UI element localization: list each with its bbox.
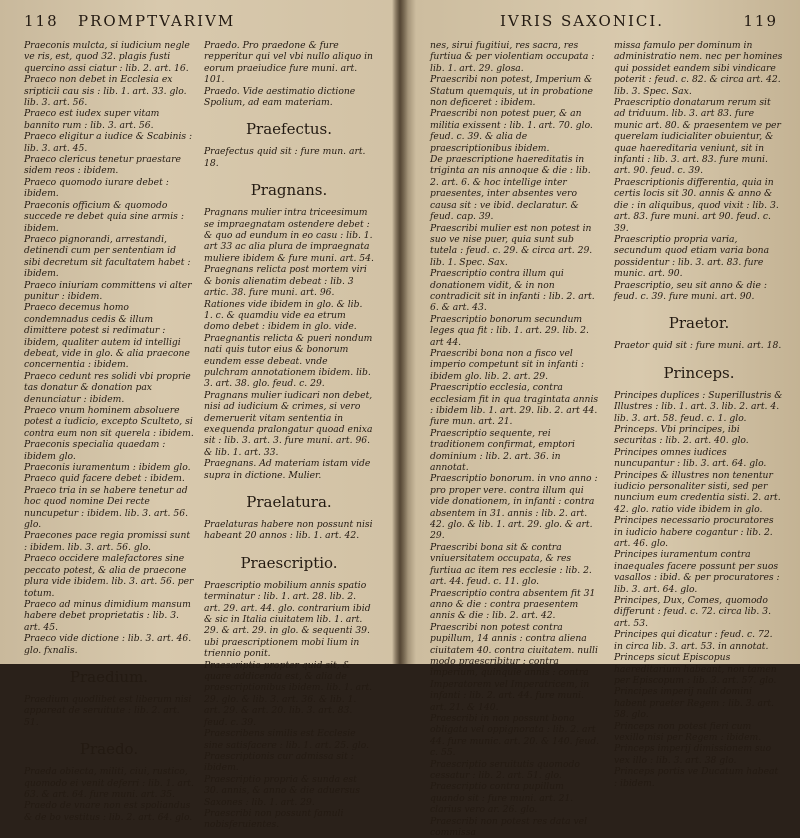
index-entry: Praecones pace regia promissi sunt : ibidem. lib. 3. art. 56. glo.	[24, 530, 191, 553]
index-entry: Praeco non debet in Ecclesia ex sripticii cau sis : lib. 1. art. 33. glo. lib. 3. art. 56.	[24, 74, 187, 109]
index-entry: Praedo. Vide aestimatio dictione Spolium, ad eam materiam.	[204, 85, 356, 109]
index-entry: Praescribi non potest res data vel commissa	[430, 815, 588, 838]
section-heading: Princeps.	[663, 363, 735, 382]
index-entry: Praeda obiecta, militi, ciui, rustico, quomodo ei venit deferri : lib. 1. art. 63. & art. 64. fure muni. art. 35.	[24, 766, 194, 800]
index-entry: Praeco est iudex super vitam bannito rum : lib. 3. art. 56.	[24, 108, 160, 131]
section-heading: Praelatura.	[246, 493, 332, 511]
index-entry: Principes qui dicatur : feud. c. 72. in circa lib. 3. art. 53. in annotat.	[614, 629, 773, 652]
index-entry: Praescriptio propria & sunda est 30. annis, & anno & die aduersus Saxones : lib. 1. art. 29.	[204, 773, 360, 808]
index-entry: Praescriptionis cur admissa sit : ibidem.	[204, 750, 354, 774]
index-entry: Praescriptio contra pupillum quando sit : fure muni. art. 21. clarius vero ar. 26. glo.	[430, 781, 574, 816]
left-page	[0, 0, 398, 831]
index-entry: Praescribi non potest puer, & an militia exissent : lib. 1. art. 70. glo. feud. c. 39. & alia de praescriptionibus ibidem.	[430, 108, 593, 154]
index-entry: Praeconis specialia quaedam : ibidem glo.	[24, 439, 166, 462]
index-entry: Principes omnes iudices nuncupantur : lib. 3. art. 64. glo.	[614, 446, 767, 470]
index-entry: Princeps. Vbi principes, ibi securitas : lib. 2. art. 40. glo.	[614, 423, 749, 447]
index-entry: Praescriptio contra absentem fit 31 anno & die : contra praesentem annis & die : lib. 2. art. 42.	[430, 587, 596, 622]
index-entry: Praedium quodlibet est liberum nisi appareat de seruitute : lib. 2. art. 51.	[24, 693, 192, 728]
section-heading: Praedo.	[79, 740, 139, 759]
index-entry: missa famulo per dominum in administratio nem. nec per homines qui possidet eandem sibi vindicare poterit : feud. c. 82. & circa art. 42. lib. 3. Spec. Sax.	[614, 40, 783, 97]
index-entry: Praeco eligitur a iudice & Scabinis : lib. 3. art. 45.	[24, 131, 193, 154]
right-page	[402, 0, 800, 838]
right-running-head	[402, 12, 800, 34]
index-entry: Praescriptionis differentia, quia in certis locis sit 30. annis & anno & die : in aliquibus, quod vixit : lib. 3. art. 83. fure muni. art 90. feud. c. 39.	[614, 176, 779, 234]
index-entry: Praefectus quid sit : fure mun. art. 18.	[204, 146, 366, 169]
index-entry: Praescriptio mobilium annis spatio terminatur : lib. 1. art. 28. lib. 2. art. 29. art. 44. glo. contrarium ibid & sic in Italia ciuitatem lib. 1. art. 29. & art. 29. in glo. & sequenti 39. ubi praescriptionem mobi lium in triennio ponit.	[204, 579, 371, 660]
index-entry: Praelaturas habere non possunt nisi habeant 20 annos : lib. 1. art. 42.	[204, 519, 373, 542]
index-entry: Pragnans mulier intra triceesimum se impraegnatam ostendere debet : & quo ad eundum in eo casu : lib. 1. art 33 ac alia plura de impraegnata muliere ibidem & fure muni. art. 54.	[204, 207, 374, 264]
index-entry: Princeps portis ve Ducatum habeat : ibidem.	[614, 766, 779, 789]
index-entry: Praeconis officium & quomodo succede re debet quia sine armis : ibidem.	[24, 199, 184, 234]
section-heading: Pragnans.	[250, 181, 328, 200]
index-entry: Praescriptio contra illum qui donationem vidit, & in non contradicit sit in infanti : lib. 2. art. 6. & art. 43.	[430, 268, 595, 314]
index-entry: Praeco ad minus dimidium mansum habere debet proprietatis : lib. 3. art. 45.	[24, 598, 191, 633]
index-entry: Praeco decemus homo condemnadus cedis & illum dimittere potest si redimatur : ibidem, qualiter autem id intelligi debeat, vide in glo. & alia praecone concernentia : ibidem.	[24, 302, 190, 371]
index-entry: Praeco tria in se habere tenetur ad hoc quod nomine Dei recte nuncupetur : ibidem. lib. 3. art. 56. glo.	[24, 484, 188, 531]
section-heading: Praetor.	[668, 314, 730, 333]
index-entry: Praescriptio bonorum. in vno anno : pro proper vere. contra illum qui vide donationem, in infanti : contra absentem in 31. annis : lib. 2. art. 42. glo. & lib. 1. art. 29. glo. & art. 29.	[430, 473, 598, 542]
index-entry: Praeco pignorandi, arrestandi, detinendi cum per sententiam id sibi decretum sit facultatem habet : ibidem.	[24, 233, 191, 280]
index-entry: Praedo. Pro praedone & fure repperitur qui vel vbi nullo aliquo in eorum praeiudice fure muni. art. 101.	[204, 40, 373, 86]
right-column-2	[614, 40, 784, 789]
left-column-2	[204, 40, 374, 831]
index-entry: Principes, Dux, Comes, quomodo differunt : feud. c. 72. circa lib. 3. art. 53.	[614, 595, 771, 629]
index-entry: Praescribi non potest contra pupillum, 14 annis : contra aliena ciuitatem 40. contra ciuitatem. nulli modo praescribitur : contra imperium, quinquie annis : contra Imperatorem vel Imperatricem, in infanti : lib. 2. art. 44. fure muni. art. 21. & 140.	[430, 621, 598, 713]
index-entry: Praegnans relicta post mortem viri & bonis alienatim debeat : lib. 3 artic. 38. fure muni. art. 96. Rationes vide ibidem in glo. & lib. 1. c. & quamdiu vide ea etrum domo debet : ibidem in glo. vide.	[204, 264, 367, 333]
index-entry: Pragnans mulier iudicari non debet, nisi ad iudicium & crimes, si vero demeruerit vitam sententia in exequenda pralongatur quoad enixa sit : lib. 3. art. 3. fure muni. art. 96. & lib. 1. art. 33.	[204, 389, 373, 458]
index-entry: Principes duplices : Superillustris & Illustres : lib. 1. art. 3. lib. 2. art. 4. lib. 3. art. 58. feud. c. 1. glo.	[614, 389, 783, 424]
index-entry: Principes necessario procuratores in iudicio habere cogantur : lib. 2. art. 46. glo.	[614, 515, 774, 550]
section-heading: Praescriptio.	[240, 553, 338, 572]
index-entry: Principes imperij nulli domini habent praeter Regem : lib. 3. art. 58. glo.	[614, 686, 774, 721]
index-entry: Princeps imperij dimissionem suo vex illo : lib. 3. art. 38 glo.	[614, 743, 772, 766]
index-entry: De praescriptione haereditatis in triginta an nis annoque & die : lib. 2. art. 6. & hoc intellige inter praesentes, inter absentes vero causa sit : ve ibid. declaratur. & feud. cap. 39.	[430, 154, 591, 223]
index-entry: Praegnans. Ad materiam istam vide supra in dictione. Mulier.	[204, 458, 371, 481]
index-entry: Praescriptio sequente, rei traditionem confirmat, emptori dominium : lib. 2. art. 36. in annotat.	[430, 427, 575, 474]
index-entry: Praescriptio bonorum secundum leges qua fit : lib. 1. art. 29. lib. 2. art 44.	[430, 313, 589, 348]
index-entry: Praescribi bona non a fisco vel imperio competunt sit in infanti : ibidem glo. lib. 2. art. 29.	[430, 347, 584, 382]
index-entry: Praetor quid sit : fure muni. art. 18.	[614, 340, 782, 352]
index-entry: Praescriptio, seu sit anno & die : feud. c. 39. fure muni. art. 90.	[614, 279, 767, 302]
left-running-head	[0, 12, 398, 34]
index-entry: Praescribi non possunt famuli nobisferuientes.	[204, 807, 344, 831]
index-entry: Princeps sicut Episcopus haereditarium habeant, non tamen per Episcopum : lib. 3. art. 57. glo.	[614, 652, 777, 686]
index-entry: Praescriptio ecclesia, contra ecclesiam fit in qua tragintata annis : ibidem lib. 1. art. 29. lib. 2. art 44. fure mun. art. 21.	[430, 382, 599, 428]
index-entry: Praeco quid facere debet : ibidem.	[24, 473, 185, 485]
index-entry: Praeco clericus tenetur praestare sidem reos : ibidem.	[24, 154, 181, 177]
index-entry: Praeconis mulcta, si iudicium negle ve ris, est, quod 32. plagis fusti quercino assi ciatur : lib. 2. art. 16.	[24, 40, 190, 74]
index-entry: Praeco iniuriam committens vi alter punitur : ibidem.	[24, 279, 192, 302]
index-entry: Principes & illustres non tenentur iudicio personaliter sisti, sed per nuncium eum credentia sisti. 2. art. 42. glo. ratio vide ibidem in glo.	[614, 469, 781, 515]
index-entry: Praescriptio donatarum rerum sit ad triduum. lib. 3. art 83. fure munic art. 80. & praesentem ve per querelam iudicialiter obuientur, & quae haereditaria veniunt, sit in infanti : lib. 3. art. 83. fure muni. art. 90. feud. c. 39.	[614, 97, 781, 177]
index-entry: Praeco quomodo iurare debet : ibidem.	[24, 176, 169, 200]
index-entry: Praescriptio propria varia, secundum quod etiam varia bona possidentur : lib. 3. art. 83. fure munic. art. 90.	[614, 233, 770, 280]
right-folio: 119	[743, 12, 778, 30]
index-entry: Praescribens similis est Ecclesie sine satisfacere : lib. 1. art. 25. glo.	[204, 728, 370, 751]
index-entry: Praescribi in non possunt bona obligata vel oppignorata : lib. 2. art 44. fure munic. art. 20. & 140. feud. c. 55.	[430, 712, 600, 759]
index-entry: Praescriptio propter quid sit, & quare addicenda est, & alia de praescriptionibus ibidem. lib. 1. art. 29. glo. & lib. 3. art. 36. & lib. 1. art. 29. & art. 20. lib. 3. art. 83. feud. c. 39.	[204, 659, 373, 728]
index-entry: Praeco vide dictione : lib. 3. art. 46. glo. fxnalis.	[24, 633, 192, 656]
right-column-1	[430, 40, 600, 838]
index-entry: Praescriptio seruitutis quomodo cessatur : lib. 2. art. 51. glo.	[430, 758, 580, 781]
index-entry: Praeco cedunt res solidi vbi proprie tas donatur & donation pax denunciatur : ibidem.	[24, 370, 191, 405]
section-heading: Praefectus.	[245, 120, 333, 139]
index-entry: Praeconis iuramentum : ibidem glo.	[24, 462, 191, 474]
index-entry: Princeps non potest fieri cum vexillo nisi per Regem : ibidem.	[614, 720, 762, 743]
section-heading: Praedium.	[69, 667, 149, 686]
index-entry: Praegnantis relicta & pueri nondum nati quis tutor eius & bonorum eundem esse debeat. vnde pulchram annotationem ibidem. lib. 3. art. 38. glo. feud. c. 29.	[204, 332, 373, 390]
index-entry: Praedo de vnare non est spoliandus & de bo vestitus : lib. 2. art. 64. glo.	[24, 800, 193, 823]
index-entry: Praeco vnum hominem absoluere potest a iudicio, excepto Sculteto, si contra eum non sit querela : ibidem.	[24, 405, 194, 439]
index-entry: Praeco occidere malefactores sine peccato potest, & alia de praecone plura vide ibidem. lib. 3. art. 56. per totum.	[24, 553, 194, 599]
index-entry: Praescribi bona sit & contra vniuersitatem occupata, & res furtiua ac item res ecclesie : lib. 2. art. 44. feud. c. 11. glo.	[430, 541, 592, 588]
index-entry: Praescribi non potest, Imperium & Statum quemquis, ut in probatione non deficeret : ibidem.	[430, 74, 593, 109]
left-running-title: PROMPTVARIVM	[78, 12, 236, 30]
left-folio: 118	[24, 12, 59, 30]
index-entry: Principes iuramentum contra inaequales facere possunt per suos vasallos : ibid. & per procuratores : lib. 3. art. 64. glo.	[614, 549, 780, 595]
right-running-title: IVRIS SAXONICI.	[500, 12, 665, 30]
index-entry: Praescribi mulier est non potest in suo ve nise puer, quia sunt sub tutela : feud. c. 29. & circa art. 29. lib. 1. Spec. Sax.	[430, 222, 593, 268]
index-entry: nes, sirui fugitiui, res sacra, res furtiua & per violentiam occupata : lib. 1. art. 29. glosa.	[430, 40, 595, 74]
left-column-1	[24, 40, 194, 823]
